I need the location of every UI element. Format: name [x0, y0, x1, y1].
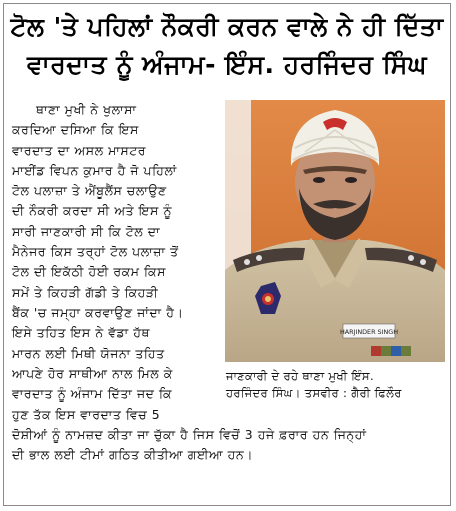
article-line: ਮਾਈਂਡ ਵਿਪਨ ਕੁਮਾਰ ਹੈ ਜੋ ਪਹਿਲਾਂ — [12, 162, 177, 178]
article-line: ਇਸੇ ਤਹਿਤ ਇਸ ਨੇ ਵੱਡਾ ਹੱਥ — [12, 325, 150, 341]
article-line: ਮਾਰਨ ਲਈ ਮਿਥੀ ਯੋਜਨਾ ਤਹਿਤ — [12, 345, 165, 361]
article-column — [12, 100, 222, 404]
caption-line: ਹਰਜਿੰਦਰ ਸਿੰਘ। ਤਸਵੀਰ : ਗੈਰੀ ਫਿਲੌਰ — [226, 386, 402, 400]
news-clipping — [3, 3, 451, 506]
article-line: ਆਪਣੇ ਹੋਰ ਸਾਥੀਆ ਨਾਲ ਮਿਲ ਕੇ — [12, 365, 173, 381]
article-line: ਦੀ ਭਾਲ ਲਈ ਟੀਮਾਂ ਗਠਿਤ ਕੀਤੀਆ ਗਈਆ ਹਨ। — [12, 447, 254, 462]
article-line: ਦੀ ਨੌਕਰੀ ਕਰਦਾ ਸੀ ਅਤੇ ਇਸ ਨੂੰ — [12, 203, 173, 219]
article-line: ਦੋਸ਼ੀਆਂ ਨੂੰ ਨਾਮਜ਼ਦ ਕੀਤਾ ਜਾ ਚੁੱਕਾ ਹੈ ਜਿਸ ਵਿਚੋਂ 3 ਹਜੇ ਫ਼ਰਾਰ ਹਨ ਜਿਨ੍ਹਾਂ — [12, 427, 367, 442]
officer-portrait-image — [225, 100, 445, 362]
headline-line-1: ਟੋਲ 'ਤੇ ਪਹਿਲਾਂ ਨੌਕਰੀ ਕਰਨ ਵਾਲੇ ਨੇ ਹੀ ਦਿੱਤਾ — [10, 12, 444, 41]
caption-line: ਜਾਣਕਾਰੀ ਦੇ ਰਹੇ ਥਾਣਾ ਮੁਖੀ ਇੰਸ. — [226, 369, 374, 383]
article-line: ਹੁਣ ਤੱਕ ਇਸ ਵਾਰਦਾਤ ਵਿਚ 5 — [12, 407, 161, 422]
article-line: ਵਾਰਦਾਤ ਨੂੰ ਅੰਜਾਮ ਦਿੱਤਾ ਜਦ ਕਿ — [12, 386, 173, 402]
name-tag-text: HARJINDER SINGH — [339, 328, 399, 336]
article-line: ਵਾਰਦਾਤ ਦਾ ਅਸਲ ਮਾਸਟਰ — [12, 142, 147, 158]
officer-photo — [225, 100, 445, 362]
photo-caption — [226, 368, 450, 402]
article-line: ਬੈਂਕ 'ਚ ਜਮ੍ਹਾ ਕਰਵਾਉਣ ਜਾਂਦਾ ਹੈ। — [12, 304, 184, 320]
article-line: ਸਮੇਂ ਤੇ ਕਿਹੜੀ ਗੱਡੀ ਤੇ ਕਿਹੜੀ — [12, 284, 159, 300]
article-line: ਥਾਣਾ ਮੁਖੀ ਨੇ ਖੁਲਾਸਾ — [36, 102, 137, 117]
article-line: ਮੈਨੇਜਰ ਕਿਸ ਤਰ੍ਹਾਂ ਟੋਲ ਪਲਾਜ਼ਾ ਤੋਂ — [12, 244, 179, 260]
headline-line-2: ਵਾਰਦਾਤ ਨੂੰ ਅੰਜਾਮ- ਇੰਸ. ਹਰਜਿੰਦਰ ਸਿੰਘ — [26, 50, 428, 79]
article-line: ਟੋਲ ਪਲਾਜ਼ਾ ਤੇ ਐਂਬੂਲੈਂਸ ਚਲਾਉਣ — [12, 183, 167, 199]
article-line: ਟੋਲ ਦੀ ਇਕੱਠੀ ਹੋਈ ਰਕਮ ਕਿਸ — [12, 264, 166, 280]
article-line: ਸਾਰੀ ਜਾਣਕਾਰੀ ਸੀ ਕਿ ਟੋਲ ਦਾ — [12, 223, 161, 239]
article-line: ਕਰਦਿਆ ਦਸਿਆ ਕਿ ਇਸ — [12, 122, 139, 138]
